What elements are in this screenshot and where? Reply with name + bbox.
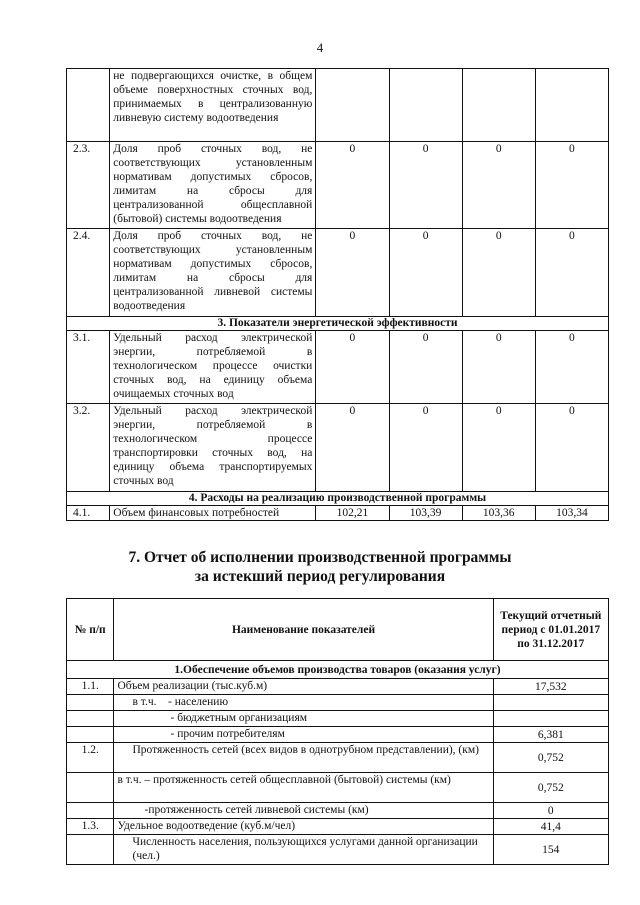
row-number xyxy=(67,773,114,803)
header-period: Текущий отчетный период с 01.01.2017 по 31.12.2017 xyxy=(493,599,608,661)
row-number: 3.2. xyxy=(67,404,110,492)
row-number xyxy=(67,695,114,711)
row-value: 0 xyxy=(316,404,389,492)
table-row xyxy=(67,711,609,727)
row-value: 0 xyxy=(493,803,608,819)
table-row xyxy=(67,695,609,711)
row-name: Протяженность сетей (всех видов в однотрубном представлении), (км) xyxy=(114,743,493,773)
row-name: в т.ч. – протяженность сетей общесплавной (бытовой) системы (км) xyxy=(114,773,493,803)
row-name: Удельный расход электрической энергии, потребляемой в технологическом процессе очистки сточных вод, на единицу объема очищаемых сточных вод xyxy=(110,331,316,404)
row-value: 0 xyxy=(389,331,462,404)
row-name: не подвергающихся очистке, в общем объеме поверхностных сточных вод, принимаемых в централизованную ливневую систему водоотведения xyxy=(110,69,316,142)
row-name: -протяженность сетей ливневой системы (км) xyxy=(114,803,493,819)
page-number: 4 xyxy=(316,40,324,55)
row-value: 103,36 xyxy=(462,506,535,521)
row-value xyxy=(535,69,608,142)
row-value: 0 xyxy=(389,142,462,229)
row-value: 0 xyxy=(535,404,608,492)
row-number xyxy=(67,835,114,865)
row-value: 0 xyxy=(462,331,535,404)
row-number: 2.3. xyxy=(67,142,110,229)
row-value: 0 xyxy=(535,229,608,317)
row-value: 103,39 xyxy=(389,506,462,521)
table-row xyxy=(67,142,609,229)
row-number: 1.3. xyxy=(67,819,114,835)
table-row xyxy=(67,743,609,773)
section-subtitle: за истекший период регулирования xyxy=(194,568,446,585)
row-value: 0 xyxy=(316,229,389,317)
table-row xyxy=(67,404,609,492)
header-number: № п/п xyxy=(67,599,114,661)
section-title: 7. Отчет об исполнении производственной программы xyxy=(128,549,512,566)
row-name: - бюджетным организациям xyxy=(114,711,493,727)
section-heading: 1.Обеспечение объемов производства товаров (оказания услуг) xyxy=(67,661,609,679)
row-value: 0 xyxy=(316,331,389,404)
row-value: 0 xyxy=(389,404,462,492)
section-heading: 3. Показатели энергетической эффективности xyxy=(67,317,609,331)
table-row xyxy=(67,69,609,142)
indicators-table-continued xyxy=(66,68,609,521)
row-name: Удельный расход электрической энергии, потребляемой в технологическом процессе транспортировки сточных вод, на единицу объема транспортируемых сточных вод xyxy=(110,404,316,492)
row-name: Численность населения, пользующихся услугами данной организации (чел.) xyxy=(114,835,493,865)
row-name: в т.ч. - населению xyxy=(114,695,493,711)
row-name: Объем реализации (тыс.куб.м) xyxy=(114,679,493,695)
table-row xyxy=(67,727,609,743)
row-name: Объем финансовых потребностей xyxy=(110,506,316,521)
row-value: 0 xyxy=(316,142,389,229)
table-row xyxy=(67,506,609,521)
row-number: 1.1. xyxy=(67,679,114,695)
section-row xyxy=(67,661,609,679)
section-row xyxy=(67,317,609,331)
row-value: 41,4 xyxy=(493,819,608,835)
row-name: Удельное водоотведение (куб.м/чел) xyxy=(114,819,493,835)
row-value: 6,381 xyxy=(493,727,608,743)
row-value xyxy=(462,69,535,142)
row-number: 1.2. xyxy=(67,743,114,773)
row-value: 0 xyxy=(462,229,535,317)
row-name: - прочим потребителям xyxy=(114,727,493,743)
row-value: 0 xyxy=(462,404,535,492)
row-value xyxy=(316,69,389,142)
report-table xyxy=(66,598,609,865)
table-row xyxy=(67,803,609,819)
row-number: 4.1. xyxy=(67,506,110,521)
row-value: 154 xyxy=(493,835,608,865)
row-value: 0 xyxy=(462,142,535,229)
row-value xyxy=(493,711,608,727)
row-value: 0 xyxy=(535,142,608,229)
row-value: 0 xyxy=(535,331,608,404)
row-number xyxy=(67,803,114,819)
row-number xyxy=(67,727,114,743)
row-number xyxy=(67,69,110,142)
row-number: 2.4. xyxy=(67,229,110,317)
row-value: 103,34 xyxy=(535,506,608,521)
table-row xyxy=(67,835,609,865)
section-heading: 4. Расходы на реализацию производственной программы xyxy=(67,492,609,506)
row-number: 3.1. xyxy=(67,331,110,404)
header-name: Наименование показателей xyxy=(114,599,493,661)
header-row xyxy=(67,599,609,661)
row-name: Доля проб сточных вод, не соответствующих установленным нормативам допустимых сбросов, лимитам на сбросы для централизованной общесплавной (бытовой) системы водоотведения xyxy=(110,142,316,229)
row-value: 0 xyxy=(389,229,462,317)
row-value: 0,752 xyxy=(493,773,608,803)
row-value xyxy=(389,69,462,142)
row-name: Доля проб сточных вод, не соответствующих установленным нормативам допустимых сбросов, лимитам на сбросы для централизованной ливневой системы водоотведения xyxy=(110,229,316,317)
table-row xyxy=(67,331,609,404)
table-row xyxy=(67,679,609,695)
row-number xyxy=(67,711,114,727)
table-row xyxy=(67,819,609,835)
section-row xyxy=(67,492,609,506)
row-value xyxy=(493,695,608,711)
row-value: 102,21 xyxy=(316,506,389,521)
table-row xyxy=(67,229,609,317)
row-value: 17,532 xyxy=(493,679,608,695)
table-row xyxy=(67,773,609,803)
row-value: 0,752 xyxy=(493,743,608,773)
